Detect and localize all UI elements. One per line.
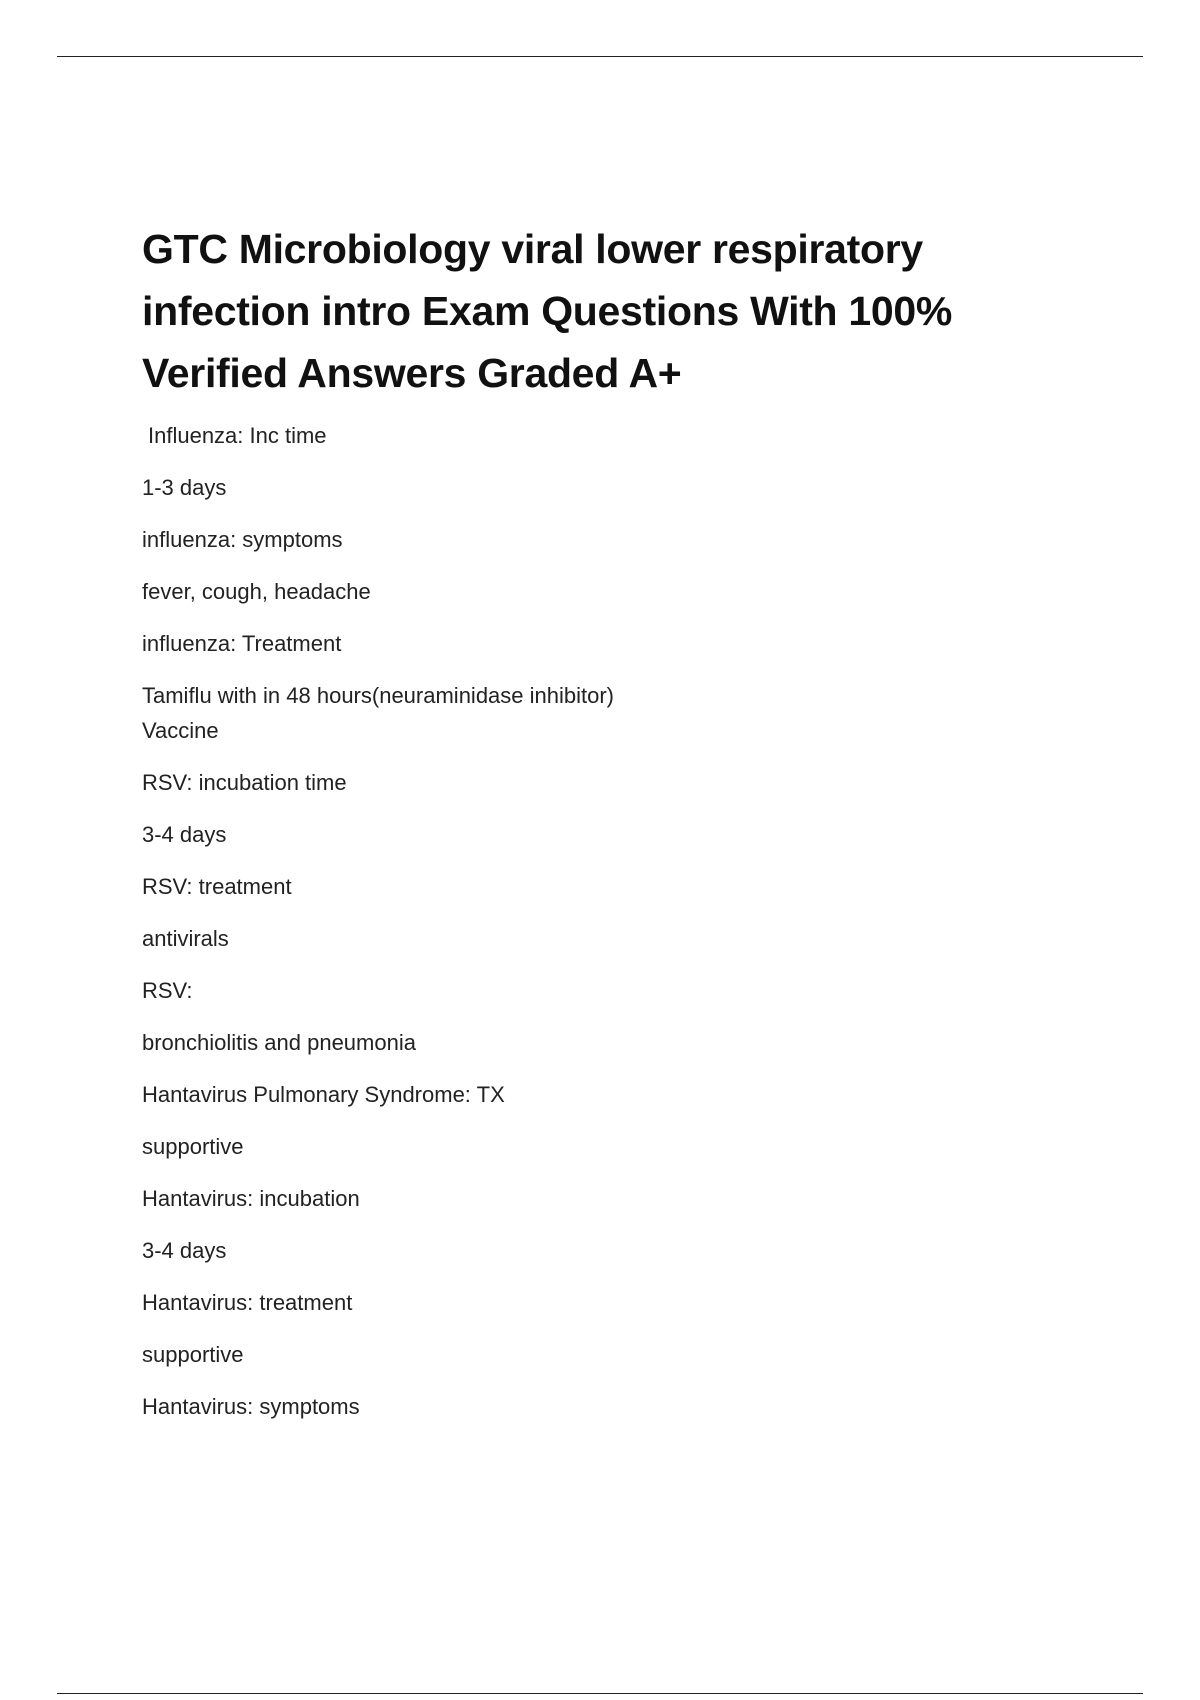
qa-answer: 3-4 days (142, 822, 227, 847)
qa-question: Influenza: Inc time (148, 423, 327, 448)
qa-question: Hantavirus: treatment (142, 1290, 353, 1315)
qa-answer: supportive (142, 1134, 244, 1159)
qa-answer: 1-3 days (142, 475, 227, 500)
header-rule (57, 56, 1143, 57)
qa-answer (142, 678, 1102, 748)
qa-answer: supportive (142, 1342, 244, 1367)
qa-question: influenza: symptoms (142, 527, 343, 552)
qa-question: Hantavirus Pulmonary Syndrome: TX (142, 1082, 505, 1107)
document-body (142, 218, 1102, 1441)
qa-answer-line: Vaccine (142, 718, 219, 743)
qa-list (142, 418, 1102, 1424)
qa-answer: fever, cough, headache (142, 579, 371, 604)
qa-answer-line: Tamiflu with in 48 hours(neuraminidase inhibitor) (142, 683, 615, 708)
qa-answer: bronchiolitis and pneumonia (142, 1030, 416, 1055)
qa-question: RSV: incubation time (142, 770, 347, 795)
qa-question: influenza: Treatment (142, 631, 342, 656)
qa-question: Hantavirus: incubation (142, 1186, 360, 1211)
qa-answer: 3-4 days (142, 1238, 227, 1263)
qa-question: Hantavirus: symptoms (142, 1394, 360, 1419)
qa-answer: antivirals (142, 926, 229, 951)
qa-question: RSV: (142, 978, 193, 1003)
footer-rule (57, 1693, 1143, 1694)
document-title: GTC Microbiology viral lower respiratory infection intro Exam Questions With 100% Verified Answers Graded A+ (142, 226, 953, 396)
qa-question: RSV: treatment (142, 874, 292, 899)
